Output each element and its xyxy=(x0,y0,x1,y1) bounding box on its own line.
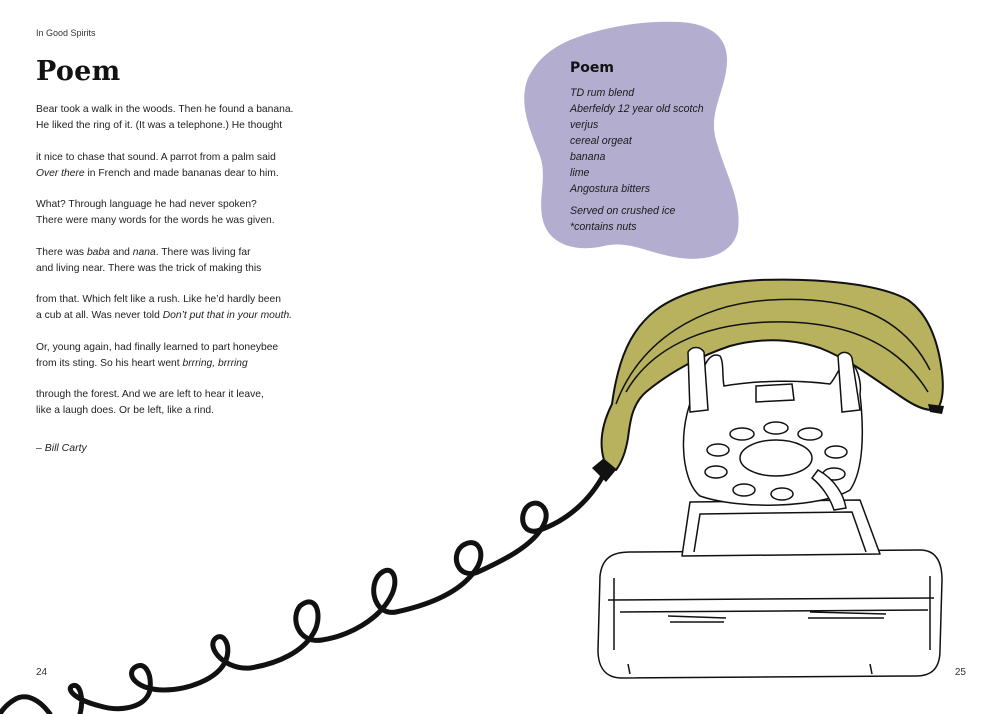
poem-emphasis: nana xyxy=(132,246,156,258)
cocktail-card xyxy=(570,60,740,235)
poem-line: a cub at all. Was never told Don’t put that in your mouth. xyxy=(36,310,293,321)
poem-line: like a laugh does. Or be left, like a rind. xyxy=(36,405,215,416)
poem-line: Over there in French and made bananas dear to him. xyxy=(36,167,279,179)
cocktail-title: Poem xyxy=(570,60,614,76)
poem-line: and living near. There was the trick of making this xyxy=(36,262,262,274)
telephone-base xyxy=(598,500,942,678)
poem-author: – Bill Carty xyxy=(36,442,87,454)
page-number-left: 24 xyxy=(36,667,48,678)
poem-line: from its sting. So his heart went brrring, brrring xyxy=(36,357,248,369)
ingredient-item: cereal orgeat xyxy=(570,135,632,147)
banana-stem xyxy=(928,404,944,414)
ingredient-item: banana xyxy=(570,151,606,163)
serving-note: Served on crushed ice xyxy=(570,205,676,217)
running-head: In Good Spirits xyxy=(36,28,96,38)
ingredient-item: Aberfeldy 12 year old scotch xyxy=(570,103,704,115)
poem-emphasis: Over there xyxy=(36,167,85,179)
poem-emphasis: brrring, brrring xyxy=(182,357,248,369)
poem-line: There were many words for the words he was given. xyxy=(36,215,275,226)
poem-line: through the forest. And we are left to hear it leave, xyxy=(36,389,264,400)
ingredient-item: lime xyxy=(570,167,590,179)
poem-emphasis: Don’t put that in your mouth. xyxy=(162,310,293,321)
ingredient-list xyxy=(570,85,740,197)
poem-line: What? Through language he had never spoken? xyxy=(36,199,257,210)
ingredient-item: TD rum blend xyxy=(570,87,635,99)
page-number-right: 25 xyxy=(954,667,966,678)
allergy-note: *contains nuts xyxy=(570,221,637,233)
poem-emphasis: baba xyxy=(86,246,110,258)
poem-line: from that. Which felt like a rush. Like he’d hardly been xyxy=(36,294,281,305)
coiled-cord xyxy=(0,474,604,714)
telephone-dial xyxy=(683,348,862,511)
poem-line: Or, young again, had finally learned to part honeybee xyxy=(36,341,279,353)
poem-line: He liked the ring of it. (It was a telephone.) He thought xyxy=(36,120,283,131)
poem-line: Bear took a walk in the woods. Then he found a banana. xyxy=(36,104,294,115)
poem-line: it nice to chase that sound. A parrot from a palm said xyxy=(36,151,276,163)
ingredient-item: verjus xyxy=(570,119,599,131)
poem-line: There was baba and nana. There was living far xyxy=(36,246,251,258)
poem-title: Poem xyxy=(36,56,121,87)
ingredient-item: Angostura bitters xyxy=(570,183,651,195)
